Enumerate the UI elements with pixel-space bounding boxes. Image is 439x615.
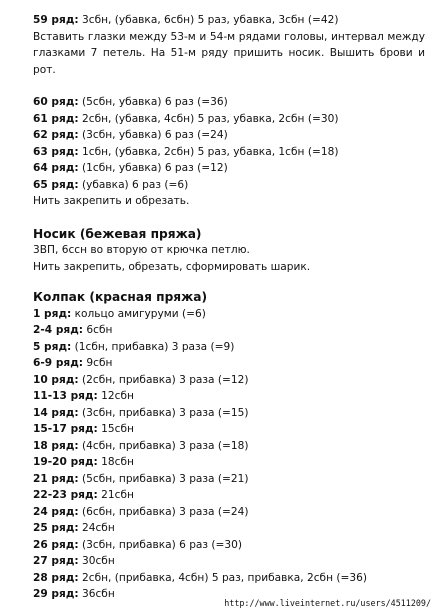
row-64: 64 ряд: (1сбн, убавка) 6 раз (=12) (33, 162, 228, 174)
row-text: 24сбн (82, 522, 115, 534)
row-text: 9сбн (86, 357, 113, 369)
cap-row: 1 ряд: кольцо амигуруми (=6) (33, 307, 206, 320)
cap-row: 22-23 ряд: 21сбн (33, 489, 134, 501)
row-text: (убавка) 6 раз (=6) (82, 178, 189, 191)
row-text: (6сбн, прибавка) 3 раза (=24) (82, 505, 249, 518)
cap-row: 25 ряд: 24сбн (33, 522, 115, 534)
row-label: 5 ряд (33, 340, 68, 353)
cap-row: 21 ряд: (5сбн, прибавка) 3 раза (=21) (33, 472, 249, 485)
row-label: 19-20 ряд (33, 456, 94, 468)
row-text: 12сбн (101, 390, 134, 402)
nose-line-2: Нить закрепить, обрезать, сформировать шарик. (33, 260, 311, 273)
nose-heading: Носик (бежевая пряжа) (33, 226, 202, 241)
row-text: 6сбн (86, 324, 113, 336)
cap-row: 6-9 ряд: 9сбн (33, 357, 113, 369)
row-text: 3сбн, (убавка, 6сбн) 5 раз, убавка, 3сбн (=42) (82, 14, 339, 26)
fasten-note: Нить закрепить и обрезать. (33, 195, 190, 207)
row-60: 60 ряд: (5сбн, убавка) 6 раз (=36) (33, 96, 228, 108)
cap-row: 24 ряд: (6сбн, прибавка) 3 раза (=24) (33, 505, 249, 518)
cap-row: 18 ряд: (4сбн, прибавка) 3 раза (=18) (33, 439, 249, 452)
row-61: 61 ряд: 2сбн, (убавка, 4сбн) 5 раз, убавка, 2сбн (=30) (33, 112, 339, 125)
row-text: (4сбн, прибавка) 3 раза (=18) (82, 439, 249, 452)
row-text: (5сбн, прибавка) 3 раза (=21) (82, 472, 249, 485)
row-label: 62 ряд (33, 129, 75, 141)
row-label: 59 ряд (33, 14, 75, 26)
row-62: 62 ряд: (3сбн, убавка) 6 раз (=24) (33, 129, 228, 141)
row-label: 27 ряд (33, 555, 75, 567)
cap-rows (0, 306, 439, 603)
cap-row: 5 ряд: (1сбн, прибавка) 3 раза (=9) (33, 340, 235, 353)
cap-heading: Колпак (красная пряжа) (33, 290, 208, 304)
row-label: 1 ряд (33, 307, 68, 320)
cap-row: 29 ряд: 36сбн (33, 588, 115, 600)
row-label: 22-23 ряд (33, 489, 94, 501)
cap-row: 19-20 ряд: 18сбн (33, 456, 134, 468)
row-label: 25 ряд (33, 522, 75, 534)
row-text: (5сбн, убавка) 6 раз (=36) (82, 96, 228, 108)
row-text: кольцо амигуруми (=6) (74, 307, 206, 320)
row-label: 63 ряд (33, 145, 75, 158)
row-text: (1сбн, прибавка) 3 раза (=9) (74, 340, 235, 353)
row-text: 21сбн (101, 489, 134, 501)
row-label: 11-13 ряд (33, 390, 94, 402)
row-label: 15-17 ряд (33, 423, 94, 435)
row-label: 65 ряд (33, 178, 75, 191)
row-59: 59 ряд: 3сбн, (убавка, 6сбн) 5 раз, убавка, 3сбн (=42) (33, 14, 339, 26)
cap-row: 26 ряд: (3сбн, прибавка) 6 раз (=30) (33, 538, 243, 551)
row-text: (2сбн, прибавка) 3 раза (=12) (82, 373, 249, 386)
row-text: (3сбн, прибавка) 3 раза (=15) (82, 406, 249, 419)
cap-row: 2-4 ряд: 6сбн (33, 324, 113, 336)
row-label: 6-9 ряд (33, 357, 79, 369)
row-text: 2сбн, (убавка, 4сбн) 5 раз, убавка, 2сбн (=30) (82, 112, 339, 125)
row-65: 65 ряд: (убавка) 6 раз (=6) (33, 178, 189, 191)
cap-row: 27 ряд: 30сбн (33, 555, 115, 567)
row-label: 14 ряд (33, 406, 75, 419)
cap-row: 11-13 ряд: 12сбн (33, 390, 134, 402)
row-label: 29 ряд (33, 588, 75, 600)
row-label: 28 ряд (33, 571, 75, 584)
row-label: 10 ряд (33, 373, 75, 386)
row-63: 63 ряд: 1сбн, (убавка, 2сбн) 5 раз, убавка, 1сбн (=18) (33, 145, 339, 158)
row-label: 24 ряд (33, 505, 75, 518)
row-text: 30сбн (82, 555, 115, 567)
row-text: 18сбн (101, 456, 134, 468)
cap-row: 14 ряд: (3сбн, прибавка) 3 раза (=15) (33, 406, 249, 419)
cap-row: 15-17 ряд: 15сбн (33, 423, 134, 435)
row-label: 26 ряд (33, 538, 75, 551)
row-text: 15сбн (101, 423, 134, 435)
row-text: (1сбн, убавка) 6 раз (=12) (82, 162, 228, 174)
cap-row: 28 ряд: 2сбн, (прибавка, 4сбн) 5 раз, прибавка, 2сбн (=36) (33, 571, 367, 584)
source-url: http://www.liveinternet.ru/users/4511209/ (224, 597, 431, 608)
eyes-nose-note: Вставить глазки между 53-м и 54-м рядами головы, интервал между глазками 7 петель. На 51-м ряду пришить носик. Вышить брови и рот. (33, 30, 425, 76)
row-label: 2-4 ряд (33, 324, 79, 336)
nose-line-1: 3ВП, 6ссн во вторую от крючка петлю. (33, 244, 250, 256)
row-text: 2сбн, (прибавка, 4сбн) 5 раз, прибавка, 2сбн (=36) (82, 571, 367, 584)
row-label: 61 ряд (33, 112, 75, 125)
cap-row: 10 ряд: (2сбн, прибавка) 3 раза (=12) (33, 373, 249, 386)
row-text: 1сбн, (убавка, 2сбн) 5 раз, убавка, 1сбн (=18) (82, 145, 339, 158)
row-text: (3сбн, прибавка) 6 раз (=30) (82, 538, 243, 551)
row-text: 36сбн (82, 588, 115, 600)
row-label: 21 ряд (33, 472, 75, 485)
head-finish-rows (0, 94, 439, 193)
row-label: 60 ряд (33, 96, 75, 108)
row-text: (3сбн, убавка) 6 раз (=24) (82, 129, 228, 141)
row-label: 18 ряд (33, 439, 75, 452)
row-label: 64 ряд (33, 162, 75, 174)
